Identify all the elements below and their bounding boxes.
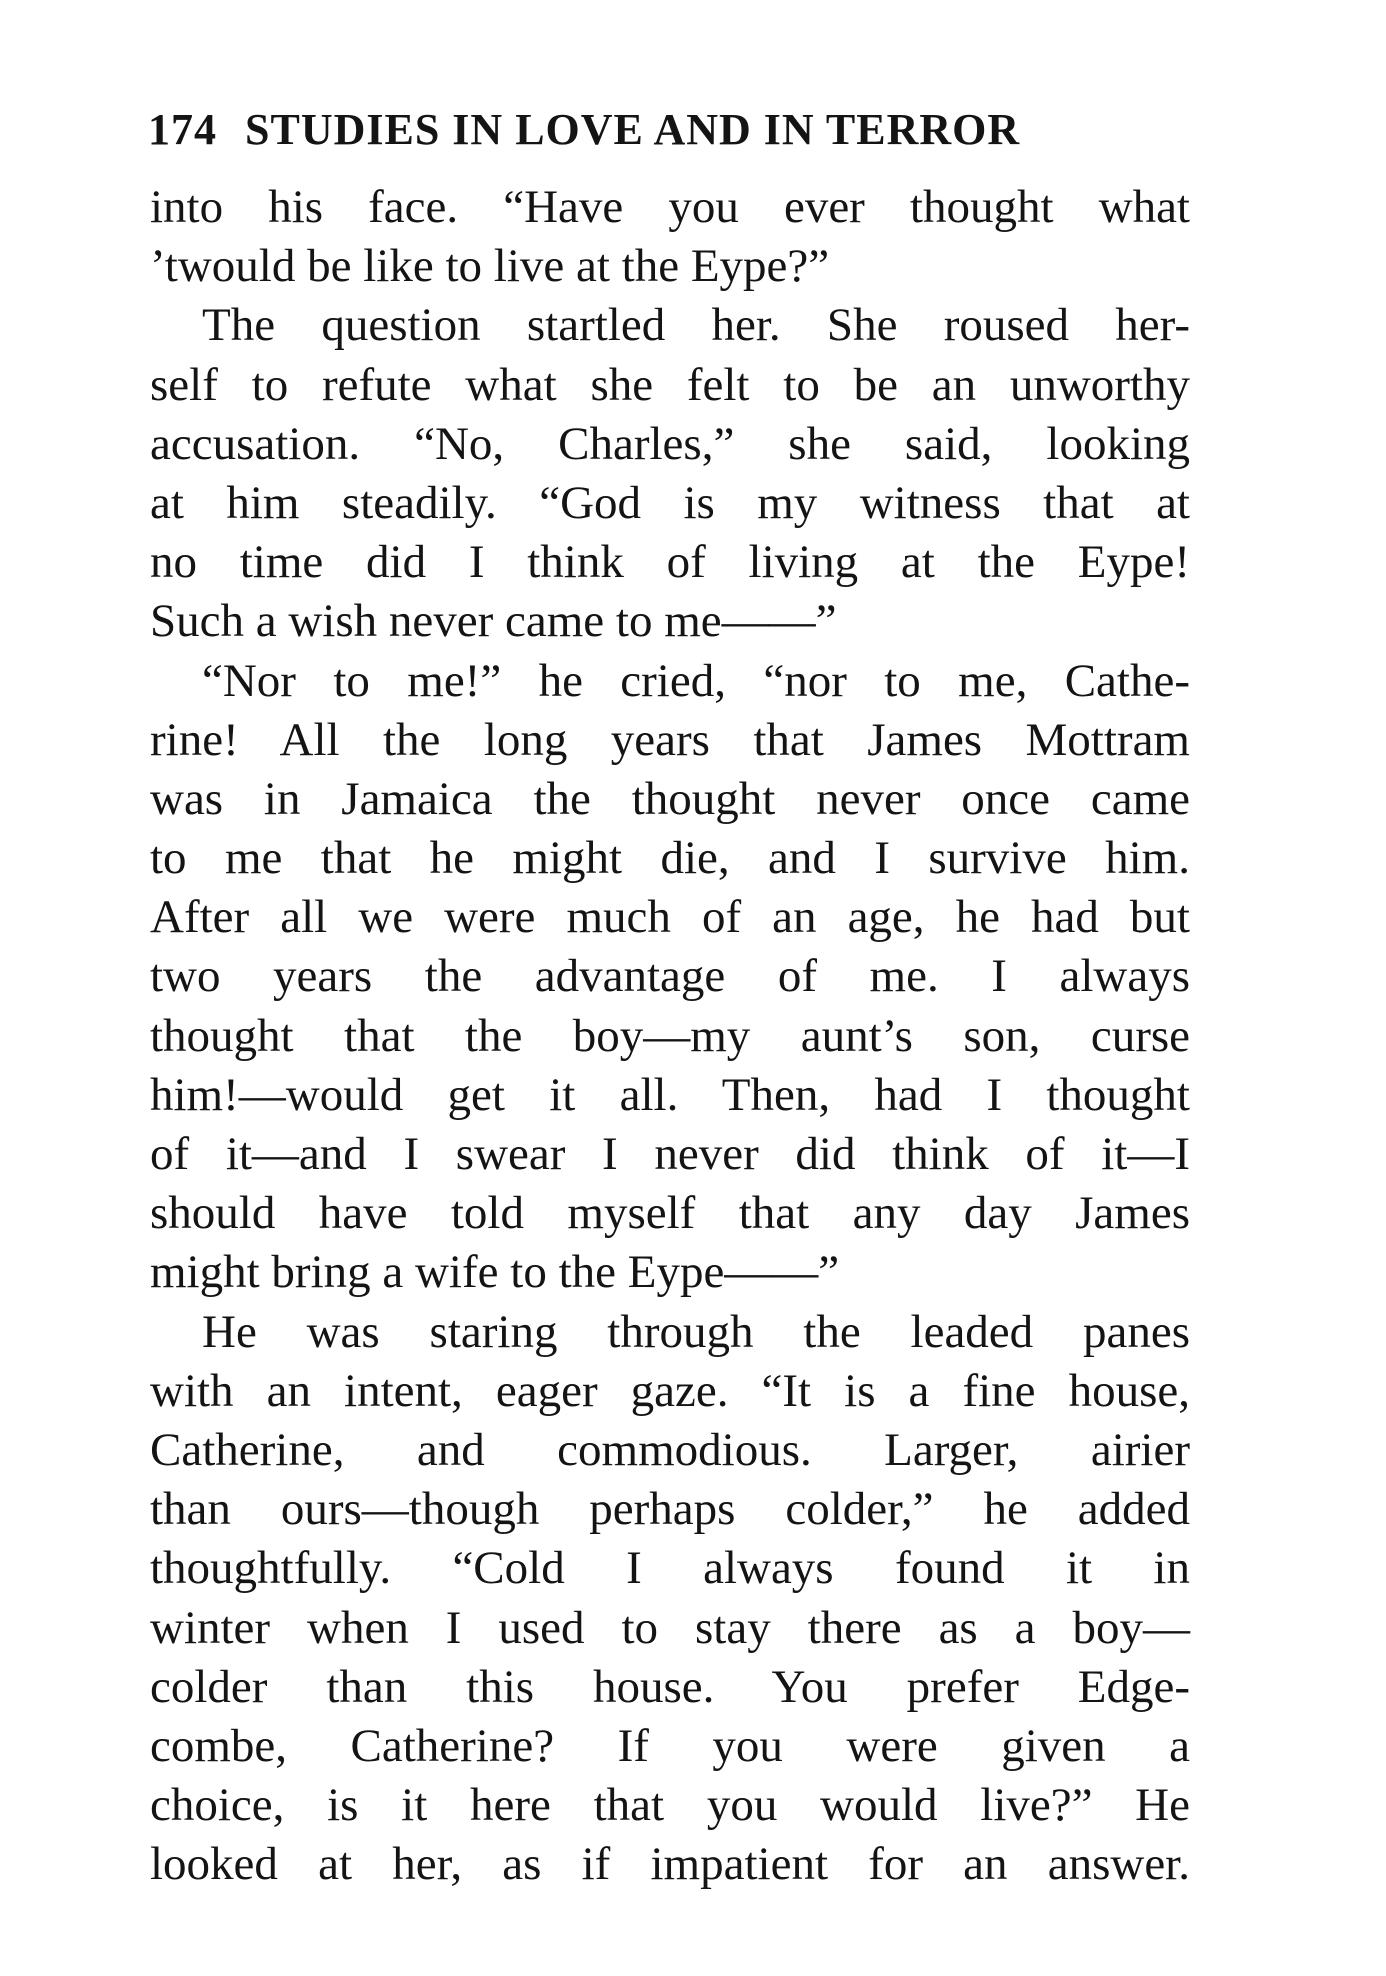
text-line: ’twould be like to live at the Eype?” <box>150 240 830 293</box>
text-line: should have told myself that any day James <box>150 1187 1190 1240</box>
text-line: than ours—though perhaps colder,” he added <box>150 1483 1190 1536</box>
text-line: with an intent, eager gaze. “It is a fine house, <box>150 1364 1190 1417</box>
text-line: no time did I think of living at the Eype! <box>150 536 1190 589</box>
page-number: 174 <box>148 105 217 154</box>
text-line: at him steadily. “God is my witness that at <box>150 476 1190 529</box>
text-line: He was staring through the leaded panes <box>202 1305 1190 1358</box>
text-line: might bring a wife to the Eype——” <box>150 1246 840 1299</box>
text-line: The question startled her. She roused her- <box>202 299 1190 352</box>
text-line: colder than this house. You prefer Edge- <box>150 1660 1190 1713</box>
text-line: accusation. “No, Charles,” she said, looking <box>150 417 1190 470</box>
text-line: him!—would get it all. Then, had I thought <box>150 1068 1190 1121</box>
text-line: Such a wish never came to me——” <box>150 595 837 648</box>
text-line: into his face. “Have you ever thought what <box>150 181 1190 233</box>
text-line: Catherine, and commodious. Larger, airier <box>150 1423 1190 1476</box>
body-text <box>150 178 1190 1894</box>
text-line: was in Jamaica the thought never once came <box>150 772 1190 825</box>
text-line: thought that the boy—my aunt’s son, curse <box>150 1009 1190 1062</box>
text-line: rine! All the long years that James Mottram <box>150 713 1190 766</box>
running-title: STUDIES IN LOVE AND IN TERROR <box>245 105 1021 154</box>
text-line: winter when I used to stay there as a boy— <box>150 1601 1190 1654</box>
text-line: to me that he might die, and I survive him. <box>150 832 1190 885</box>
text-line: choice, is it here that you would live?” He <box>150 1779 1190 1832</box>
text-line: After all we were much of an age, he had but <box>150 891 1190 944</box>
text-line: of it—and I swear I never did think of it—I <box>150 1128 1190 1180</box>
text-line: looked at her, as if impatient for an answer. <box>150 1838 1190 1891</box>
text-line: two years the advantage of me. I always <box>150 950 1190 1003</box>
text-line: self to refute what she felt to be an unworthy <box>150 358 1190 411</box>
text-line: combe, Catherine? If you were given a <box>150 1719 1190 1772</box>
text-line: “Nor to me!” he cried, “nor to me, Cathe- <box>202 654 1190 707</box>
running-head <box>148 104 1188 164</box>
text-line: thoughtfully. “Cold I always found it in <box>150 1542 1190 1595</box>
